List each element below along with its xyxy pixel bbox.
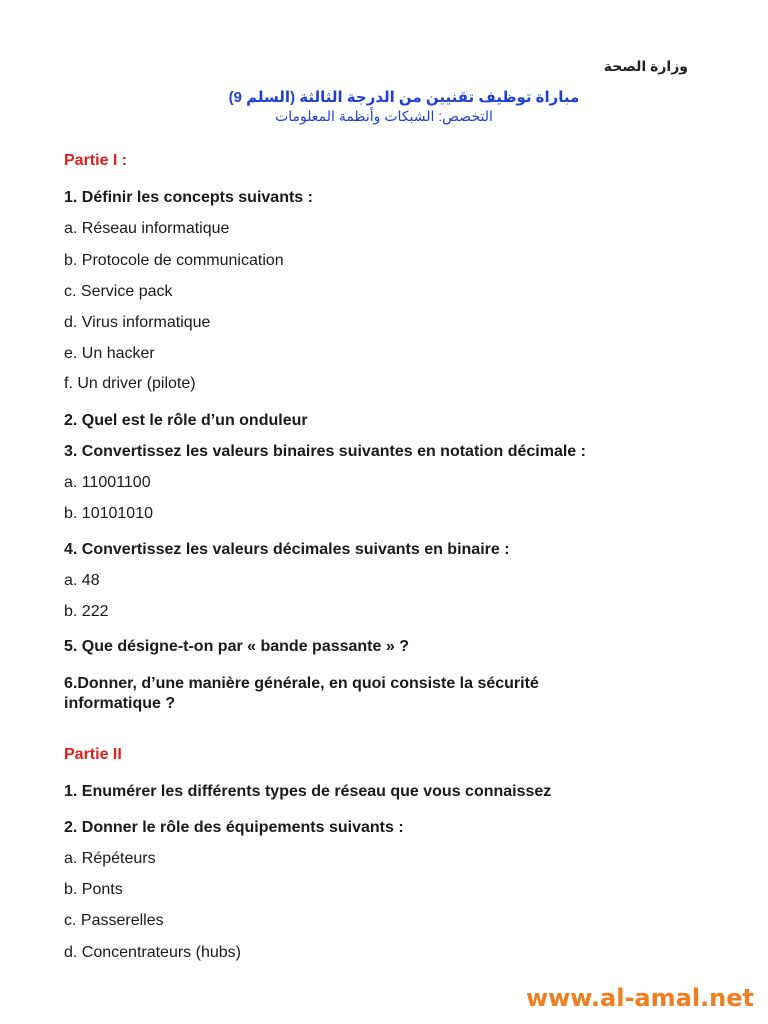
list-item: d. Virus informatique (64, 314, 211, 331)
list-item: c. Passerelles (64, 912, 164, 929)
partie-1-question-6-continued: informatique ? (64, 695, 176, 712)
list-item: e. Un hacker (64, 345, 155, 362)
partie-2-question-2: 2. Donner le rôle des équipements suivants : (64, 819, 404, 836)
list-item: b. Protocole de communication (64, 252, 284, 269)
partie-1-question-3: 3. Convertissez les valeurs binaires suivantes en notation décimale : (64, 443, 586, 460)
list-item: f. Un driver (pilote) (64, 375, 196, 392)
ministry-name: وزارة الصحة (603, 58, 688, 74)
exam-title: مباراة توظيف تقنيين من الدرجة الثالثة (السلم 9) (228, 89, 580, 106)
list-item: a. Répéteurs (64, 850, 156, 867)
list-item: d. Concentrateurs (hubs) (64, 944, 241, 961)
list-item: c. Service pack (64, 283, 173, 300)
list-item: a. 11001100 (64, 474, 151, 491)
partie-2-heading: Partie II (64, 746, 122, 763)
partie-1-question-1: 1. Définir les concepts suivants : (64, 189, 313, 206)
exam-title-block (0, 88, 768, 125)
partie-1-question-6: 6.Donner, d’une manière générale, en quoi consiste la sécurité (64, 675, 539, 692)
partie-1-question-4: 4. Convertissez les valeurs décimales suivants en binaire : (64, 541, 510, 558)
list-item: b. Ponts (64, 881, 123, 898)
list-item: b. 10101010 (64, 505, 153, 522)
partie-2-question-1: 1. Enumérer les différents types de réseau que vous connaissez (64, 783, 552, 800)
exam-specialty: التخصص: الشبكات وأنظمة المعلومات (275, 108, 493, 124)
partie-1-heading: Partie I : (64, 152, 128, 169)
list-item: a. 48 (64, 572, 100, 589)
list-item: a. Réseau informatique (64, 220, 230, 237)
partie-1-question-2: 2. Quel est le rôle d’un onduleur (64, 412, 308, 429)
site-watermark-link[interactable]: www.al-amal.net (525, 984, 754, 1012)
list-item: b. 222 (64, 603, 109, 620)
partie-1-question-5: 5. Que désigne-t-on par « bande passante » ? (64, 638, 409, 655)
